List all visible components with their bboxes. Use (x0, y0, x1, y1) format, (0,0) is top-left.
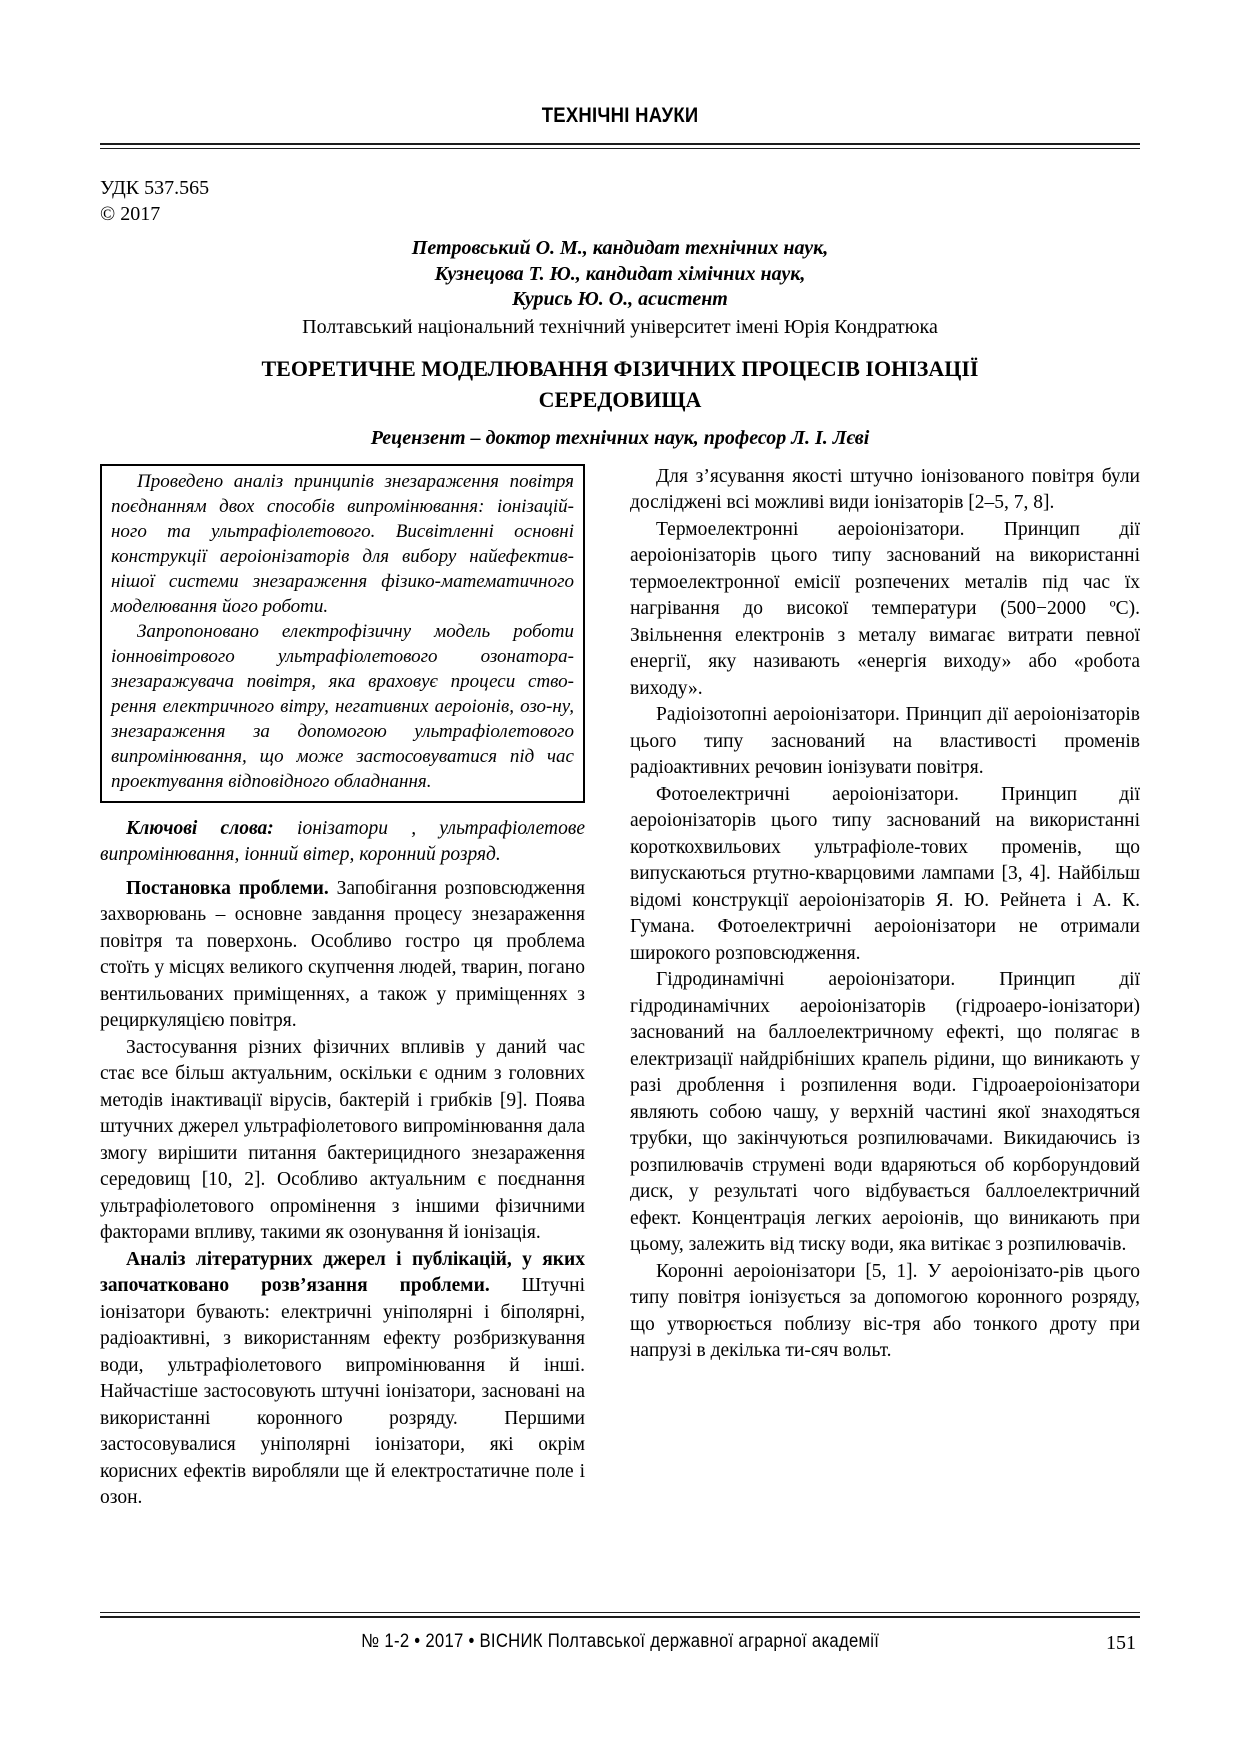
paragraph-text: Застосування різних фізичних впливів у даний час стає все більш актуальним, оскільки є одним з головних методів інактивації вірусів, бактерій і грибків [9]. Поява штучних джерел ультрафіолетового випромінювання дала змогу вирішити питання бактерицидного знезараження середовищ [10, 2]. Особливо актуальним є поєднання ультрафіолетового опромінення з іншими фізичними факторами впливу, такими як озонування й іонізація. (100, 1036, 585, 1243)
paragraph: Коронні аероіонізатори [5, 1]. У аероіонізато-рів цього типу повітря іонізується за допомогою коронного розряду, що утворюється поблизу віс-тря або тонкого дроту при напрузі в декілька ти-сяч вольт. (630, 1260, 1140, 1361)
article-title-line: ТЕОРЕТИЧНЕ МОДЕЛЮВАННЯ ФІЗИЧНИХ ПРОЦЕСІВ ІОНІЗАЦІЇ (261, 355, 979, 381)
article-title-line: СЕРЕДОВИЩА (538, 386, 702, 412)
left-column (100, 464, 585, 1512)
paragraph: Фотоелектричні аероіонізатори. Принцип дії аероіонізаторів цього типу заснований на використанні короткохвильових ультрафіоле-тових променів, що випускаються ртутно-кварцовими лампами [3, 4]. Найбільш відомі конструкції аероіонізаторів Я. Ю. Рейнета і А. К. Гумана. Фотоелектричні аероіонізатори не отримали широкого розповсюдження. (630, 783, 1140, 964)
two-column-body (100, 464, 1140, 1512)
right-column (630, 464, 1140, 1512)
running-head-label: ТЕХНІЧНІ НАУКИ (541, 104, 699, 127)
paragraph: Для з’ясування якості штучно іонізованого повітря були досліджені всі можливі види іонізаторів [2–5, 7, 8]. (630, 465, 1140, 513)
paragraph: Гідродинамічні аероіонізатори. Принцип дії гідродинамічних аероіонізаторів (гідроаеро-іонізатори) заснований на баллоелектричному ефекті, що полягає в електризації найдрібніших крапель рідини, що виникають у разі дроблення і розпилення води. Гідроаероіонізатори являють собою чашу, у верхній частині якої знаходяться трубки, що закінчуються розпилювачами. Викидаючись із розпилювачів струмені води вдаряються об корборундовий диск, у результаті чого відбувається баллоелектричний ефект. Концентрація легких аероіонів, що виникають при цьому, залежить від тиску води, яка витікає з розпилювачів. (630, 969, 1140, 1255)
paragraph-text: Запобігання розповсюдження захворювань – основне завдання процесу знезараження повітря та поверхонь. Особливо гостро ця проблема стоїть у місцях великого скупчення людей, тварин, погано вентильованих приміщеннях, а також у приміщеннях з рециркуляцією повітря. (100, 877, 585, 1031)
paragraph: Термоелектронні аероіонізатори. Принцип дії аероіонізаторів цього типу заснований на використанні термоелектронної емісії розпечених металів під час їх нагрівання до високої температури (500−2000 ºС). Звільнення електронів з металу вимагає витрати певної енергії, яку називають «енергія виходу» або «робота виходу». (630, 518, 1140, 699)
header-rule (100, 143, 1140, 149)
meta-block (100, 175, 1140, 227)
udc-code: УДК 537.565 (100, 177, 210, 199)
author-line: Курись Ю. О., асистент (512, 288, 728, 310)
paragraph (100, 1247, 585, 1512)
copyright-line: © 2017 (100, 203, 161, 225)
affiliation: Полтавський національний технічний університет імені Юрія Кондратюка (302, 315, 938, 338)
page-number: 151 (1106, 1632, 1136, 1654)
paragraph (100, 876, 585, 1035)
author-line: Петровський О. М., кандидат технічних наук, (411, 237, 829, 259)
article-title (100, 353, 1140, 415)
keywords-text: іонізатори , ультрафіолетове випромінювання, іонний вітер, коронний розряд. (100, 817, 586, 865)
running-head (100, 104, 1140, 128)
footer-rule (100, 1612, 1140, 1618)
journal-line (326, 1631, 915, 1652)
footer-row (100, 1631, 1140, 1653)
paragraph: Радіоізотопні аероіонізатори. Принцип дії аероіонізаторів цього типу заснований на властивості променів радіоактивних речовин іонізувати повітря. (630, 704, 1140, 778)
authors-block (100, 236, 1140, 313)
abstract-box (100, 464, 585, 803)
author-line: Кузнецова Т. Ю., кандидат хімічних наук, (434, 262, 806, 285)
abstract-paragraph: Проведено аналіз принципів знезараження повітря поєднанням двох способів випромінювання: іонізацій-ного та ультрафіолетового. Висвітленні основні конструкції аероіонізаторів для вибору найефектив-нішої системи знезараження фізико-математичного моделювання його роботи. (111, 470, 574, 617)
keywords-label: Ключові слова: (126, 817, 274, 839)
keywords-paragraph (100, 816, 585, 868)
paragraph-text: Штучні іонізатори бувають: електричні уніполярні і біполярні, радіоактивні, з використанням ефекту розбризкування води, ультрафіолетового випромінювання й інші. Найчастіше застосовують штучні іонізатори, засновані на використанні коронного розряду. Першими застосовувалися уніполярні іонізатори, які окрім корисних ефектів виробляли ще й електростатичне поле і озон. (100, 1275, 585, 1508)
journal-line-text: № 1-2 • 2017 • ВІСНИК Полтавської державної аграрної академії (361, 1631, 879, 1652)
section-heading-inline: Постановка проблеми. (126, 877, 329, 899)
page-footer (100, 1612, 1140, 1653)
abstract-paragraph: Запропоновано електрофізичну модель роботи іонновітрового ультрафіолетового озонатора-знезаражувача повітря, яка враховує процеси ство-рення електричного вітру, негативних аероіонів, озо-ну, знезараження за допомогою ультрафіолетового випромінювання, що може застосовуватися під час проектування відповідного обладнання. (111, 620, 574, 792)
section-heading-inline: Аналіз літературних джерел і публікацій, у яких започатковано розв’язання проблеми. (100, 1248, 585, 1296)
reviewer-line: Рецензент – доктор технічних наук, професор Л. І. Лєві (370, 426, 870, 449)
paragraph (100, 1035, 585, 1247)
